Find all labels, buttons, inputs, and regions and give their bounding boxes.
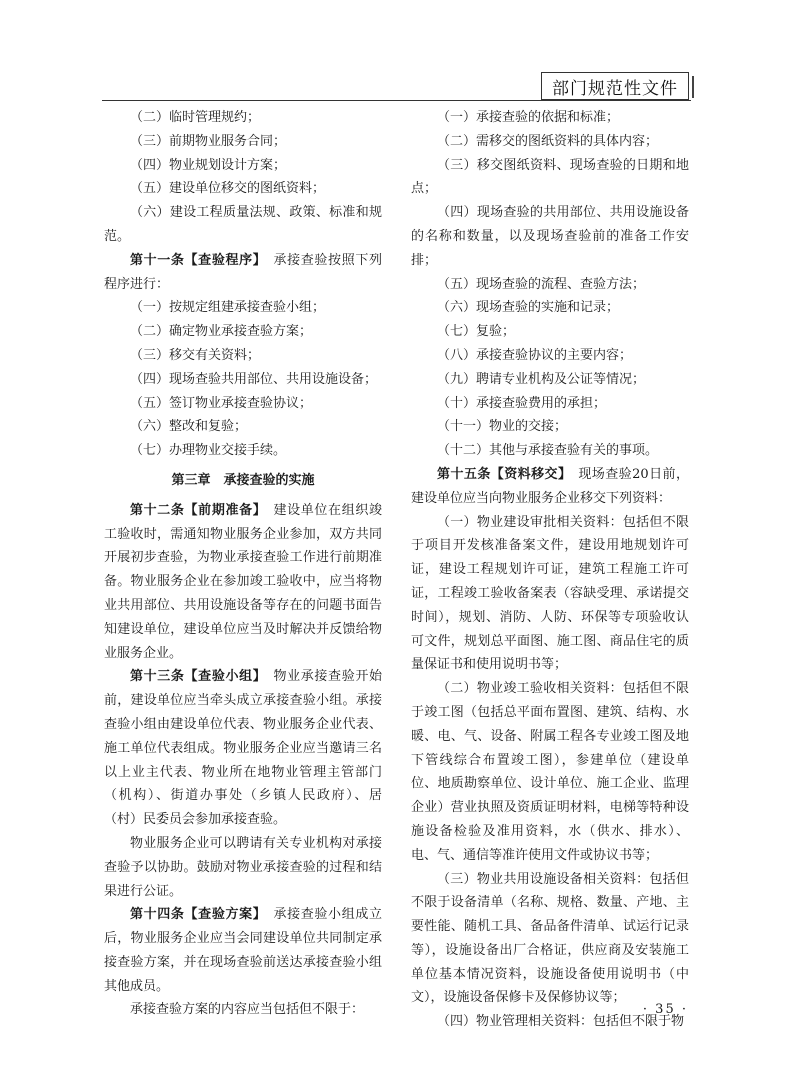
header-rule xyxy=(102,100,691,101)
list-item: （七）办理物业交接手续。 xyxy=(130,443,287,459)
article-text: 物业承接查验开始前，建设单位应当牵头成立承接查验小组。承接查验小组由建设单位代表、物业服务企业代表、施工单位代表组成。物业服务企业应当邀请三名以上业主代表、物业所在地物业管理主管部门（机构）、街道办事处（乡镇人民政府）、居（村）民委员会参加承接查验。 xyxy=(104,669,382,828)
list-item: （一）物业建设审批相关资料：包括但不限于项目开发核准备案文件，建设用地规划许可证，建设工程规划许可证，建筑工程施工许可证，工程竣工验收备案表（容缺受理、承诺提交时间），规划、消防、人防、环保等专项验收认可文件，规划总平面图、施工图、商品住宅的质量保证书和使用说明书等； xyxy=(411,514,689,673)
article-title: 第十五条【资料移交】 xyxy=(437,466,565,482)
list-item: （一）承接查验的依据和标准； xyxy=(437,110,620,125)
article-title: 第十二条【前期准备】 xyxy=(130,502,260,518)
list-item: （四）物业管理相关资料：包括但不限于物 xyxy=(437,1014,685,1030)
article-paragraph xyxy=(104,249,382,297)
list-item: （六）现场查验的实施和记录； xyxy=(437,300,620,316)
page-number: · 35 · xyxy=(642,1002,688,1017)
list-item: （六）建设工程质量法规、政策、标准和规范。 xyxy=(104,205,382,244)
list-item: （四）现场查验的共用部位、共用设施设备的名称和数量，以及现场查验前的准备工作安排； xyxy=(411,205,689,268)
list-item: （九）聘请专业机构及公证等情况； xyxy=(437,371,646,387)
article-paragraph xyxy=(104,903,382,998)
list-item: （二）确定物业承接查验方案； xyxy=(130,324,313,340)
article-paragraph xyxy=(104,665,382,832)
list-item: （一）按规定组建承接查验小组； xyxy=(130,300,326,316)
list-item: （十二）其他与承接查验有关的事项。 xyxy=(437,443,659,459)
left-column xyxy=(104,106,382,1022)
list-item: （六）整改和复验； xyxy=(130,419,248,435)
list-item: （二）临时管理规约； xyxy=(130,110,261,125)
right-column xyxy=(411,106,689,1034)
list-item: 物业服务企业可以聘请有关专业机构对承接查验予以协助。鼓励对物业承接查验的过程和结果进行公证。 xyxy=(104,835,382,899)
chapter-heading: 第三章 承接查验的实施 xyxy=(171,472,315,488)
article-text: 承接查验小组成立后，物业服务企业应当会同建设单位共同制定承接查验方案，并在现场查验前送达承接查验小组其他成员。 xyxy=(104,907,382,994)
list-item: （十）承接查验费用的承担； xyxy=(437,395,607,411)
article-title: 第十三条【查验小组】 xyxy=(130,669,260,685)
article-text: 现场查验20日前，建设单位应当向物业服务企业移交下列资料： xyxy=(411,466,689,506)
list-item: （三）前期物业服务合同； xyxy=(130,133,287,149)
list-item: （二）需移交的图纸资料的具体内容； xyxy=(437,133,659,149)
section-label-box xyxy=(541,72,689,100)
list-item: （三）移交有关资料； xyxy=(130,347,261,363)
list-item: （七）复验； xyxy=(437,324,516,340)
list-item: （四）现场查验共用部位、共用设施设备； xyxy=(130,371,378,387)
list-item: （五）签订物业承接查验协议； xyxy=(130,395,313,411)
list-item: （八）承接查验协议的主要内容； xyxy=(437,347,633,363)
list-item: 承接查验方案的内容应当包括但不限于： xyxy=(130,1002,365,1018)
list-item: （五）建设单位移交的图纸资料； xyxy=(130,181,326,197)
list-item: （十一）物业的交接； xyxy=(437,419,568,435)
list-item: （四）物业规划设计方案； xyxy=(130,157,287,173)
article-text: 建设单位在组织竣工验收时，需通知物业服务企业参加，双方共同开展初步查验，为物业承接查验工作进行前期准备。物业服务企业在参加竣工验收中，应当将物业共用部位、共用设施设备等存在的问题书面告知建设单位，建设单位应当及时解决并反馈给物业服务企业。 xyxy=(104,502,382,661)
article-title: 第十一条【查验程序】 xyxy=(130,252,260,268)
article-paragraph xyxy=(104,499,382,666)
list-item: （二）物业竣工验收相关资料：包括但不限于竣工图（包括总平面布置图、建筑、结构、水暖、电、气、设备、附属工程各专业竣工图及地下管线综合布置竣工图），参建单位（建设单位、地质勘察单位、设计单位、施工企业、监理企业）营业执照及资质证明材料，电梯等特种设施设备检验及准用资料，水（供水、排水）、电、气、通信等准许使用文件或协议书等； xyxy=(411,681,689,863)
article-text: 承接查验按照下列程序进行： xyxy=(104,252,382,292)
article-paragraph xyxy=(411,463,689,511)
list-item: （五）现场查验的流程、查验方法； xyxy=(437,276,646,292)
list-item: （三）物业共用设施设备相关资料：包括但不限于设备清单（名称、规格、数量、产地、主要性能、随机工具、备品备件清单、试运行记录等），设施设备出厂合格证，供应商及安装施工单位基本情况资料，设施设备使用说明书（中文），设施设备保修卡及保修协议等； xyxy=(411,871,689,1006)
section-label: 部门规范性文件 xyxy=(552,78,678,99)
article-title: 第十四条【查验方案】 xyxy=(130,907,260,923)
list-item: （三）移交图纸资料、现场查验的日期和地点； xyxy=(411,157,689,197)
